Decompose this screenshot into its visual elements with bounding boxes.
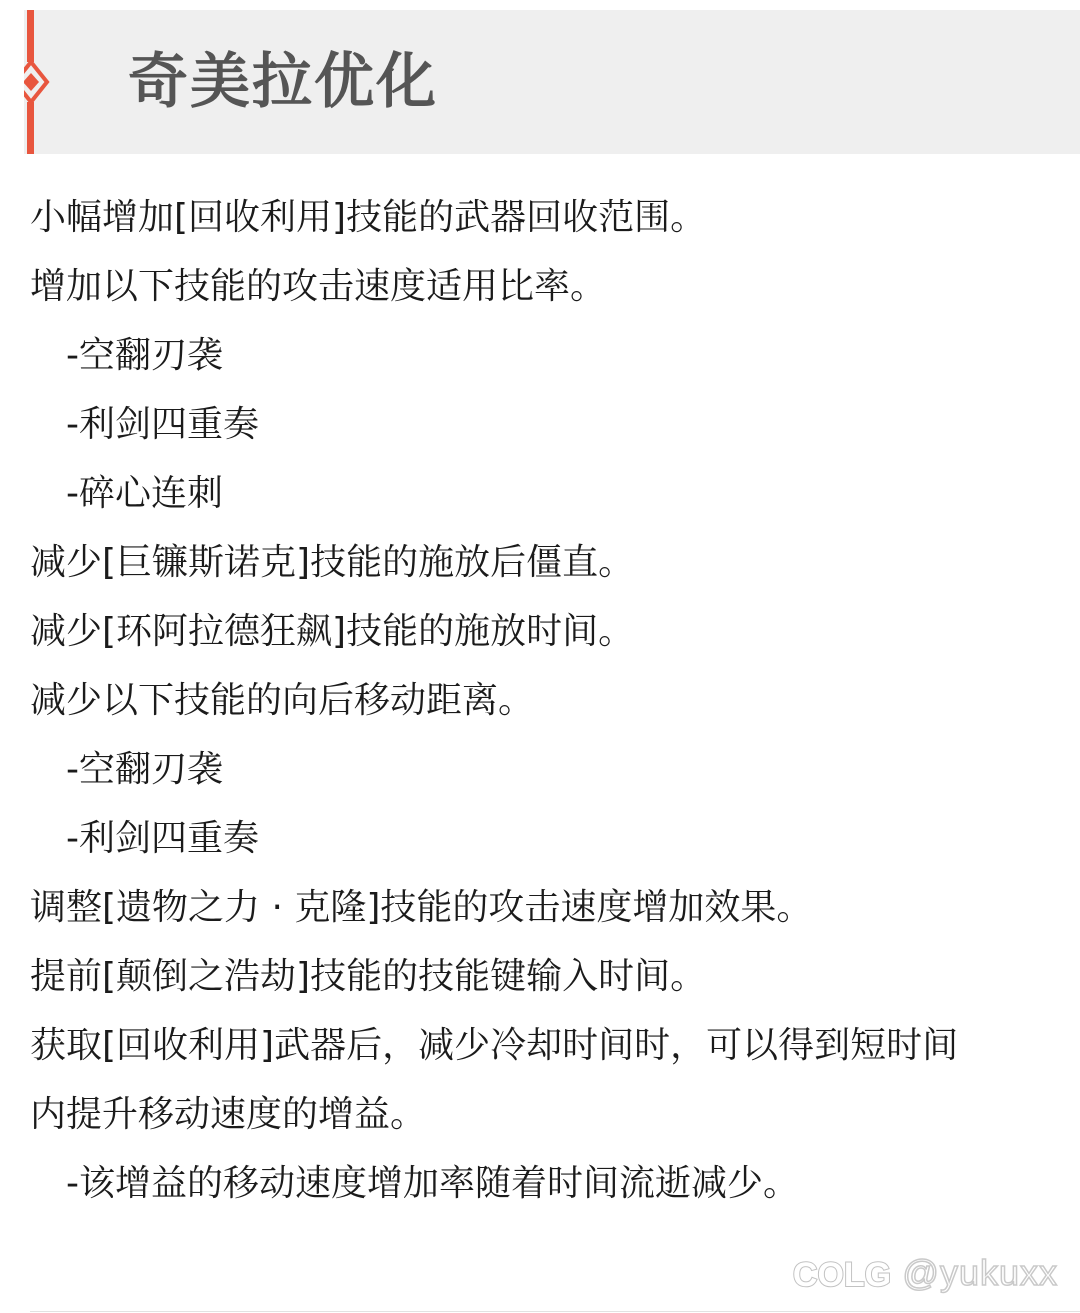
watermark-username: @yukuxx	[902, 1252, 1058, 1293]
note-subitem: -该增益的移动速度增加率随着时间流逝减少。	[66, 1163, 799, 1204]
patch-notes-body	[30, 183, 1060, 1218]
note-subitem: -空翻刃袭	[66, 749, 223, 790]
colg-logo-icon	[792, 1250, 892, 1296]
watermark	[792, 1248, 1058, 1298]
note-line: 获取[回收利用]武器后，减少冷却时间时，可以得到短时间	[30, 1025, 959, 1066]
note-line: 内提升移动速度的增益。	[30, 1094, 427, 1135]
note-line: 调整[遗物之力 · 克隆]技能的攻击速度增加效果。	[30, 887, 813, 928]
bottom-divider	[30, 1311, 1080, 1312]
section-header	[24, 10, 1080, 154]
note-line: 减少[巨镰斯诺克]技能的施放后僵直。	[30, 542, 635, 583]
page-title: 奇美拉优化	[128, 47, 438, 117]
diamond-ornament-icon	[24, 10, 54, 154]
note-line: 增加以下技能的攻击速度适用比率。	[30, 266, 607, 307]
note-subitem: -空翻刃袭	[66, 335, 223, 376]
note-line: 提前[颠倒之浩劫]技能的技能键输入时间。	[30, 956, 707, 997]
note-subitem: -碎心连刺	[66, 473, 223, 514]
note-line: 减少[环阿拉德狂飙]技能的施放时间。	[30, 611, 635, 652]
note-line: 小幅增加[回收利用]技能的武器回收范围。	[30, 197, 707, 238]
svg-text:COLG: COLG	[793, 1256, 892, 1294]
note-subitem: -利剑四重奏	[66, 818, 259, 859]
note-subitem: -利剑四重奏	[66, 404, 259, 445]
note-line: 减少以下技能的向后移动距离。	[30, 680, 535, 721]
